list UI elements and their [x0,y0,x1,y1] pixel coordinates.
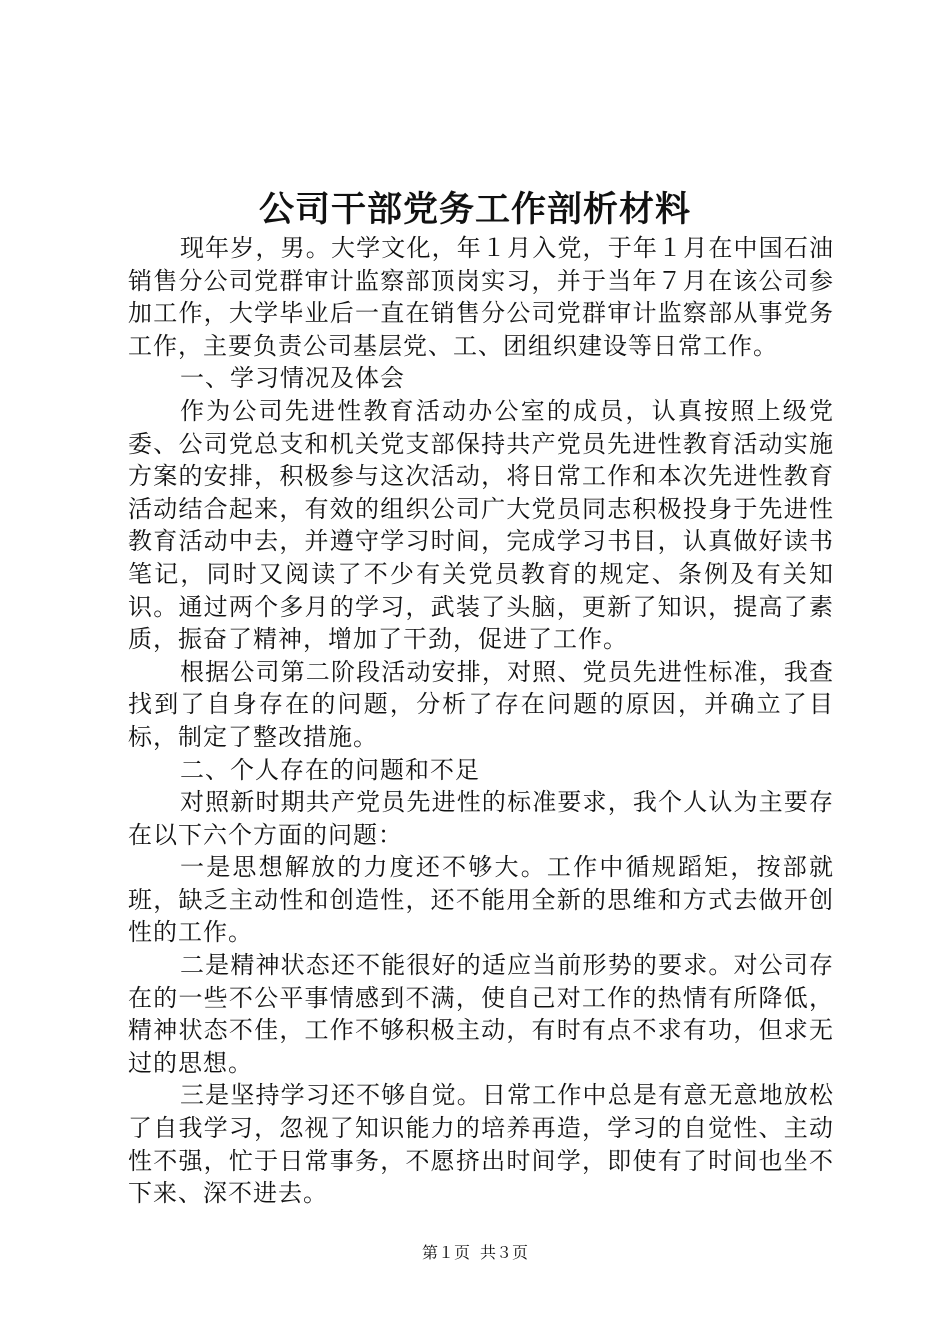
paragraph-intro: 现年岁，男。大学文化，年１月入党，于年１月在中国石油销售分公司党群审计监察部顶岗实习，并于当年７月在该公司参加工作，大学毕业后一直在销售分公司党群审计监察部从事党务工作，主要负责公司基层党、工、团组织建设等日常工作。 [128,234,834,360]
paragraph-problem-one: 一是思想解放的力度还不够大。工作中循规蹈矩，按部就班，缺乏主动性和创造性，还不能用全新的思维和方式去做开创性的工作。 [128,853,834,947]
paragraph-stage-two: 根据公司第二阶段活动安排，对照、党员先进性标准，我查找到了自身存在的问题，分析了存在问题的原因，并确立了目标，制定了整改措施。 [128,657,834,751]
paragraph-problem-two: 二是精神状态还不能很好的适应当前形势的要求。对公司存在的一些不公平事情感到不满，使自己对工作的热情有所降低，精神状态不佳，工作不够积极主动，有时有点不求有功，但求无过的思想。 [128,951,834,1077]
document-title: 公司干部党务工作剖析材料 [258,189,691,230]
section-heading-problems: 二、个人存在的问题和不足 [180,755,480,784]
paragraph-study: 作为公司先进性教育活动办公室的成员，认真按照上级党委、公司党总支和机关党支部保持共产党员先进性教育活动实施方案的安排，积极参与这次活动，将日常工作和本次先进性教育活动结合起来，有效的组织公司广大党员同志积极投身于先进性教育活动中去，并遵守学习时间，完成学习书目，认真做好读书笔记，同时又阅读了不少有关党员教育的规定、条例及有关知识。通过两个多月的学习，武装了头脑，更新了知识，提高了素质，振奋了精神，增加了干劲，促进了工作。 [128,396,834,654]
page-number: 第１页 [421,1243,470,1262]
paragraph-problems-intro: 对照新时期共产党员先进性的标准要求，我个人认为主要存在以下六个方面的问题： [128,788,834,849]
page-footer [0,1241,950,1265]
paragraph-problem-three: 三是坚持学习还不够自觉。日常工作中总是有意无意地放松了自我学习，忽视了知识能力的培养再造，学习的自觉性、主动性不强，忙于日常事务，不愿挤出时间学，即使有了时间也坐不下来、深不进去。 [128,1081,834,1208]
page-total: 共３页 [480,1243,529,1262]
section-heading-study: 一、学习情况及体会 [180,364,405,393]
document-body [128,232,834,1210]
